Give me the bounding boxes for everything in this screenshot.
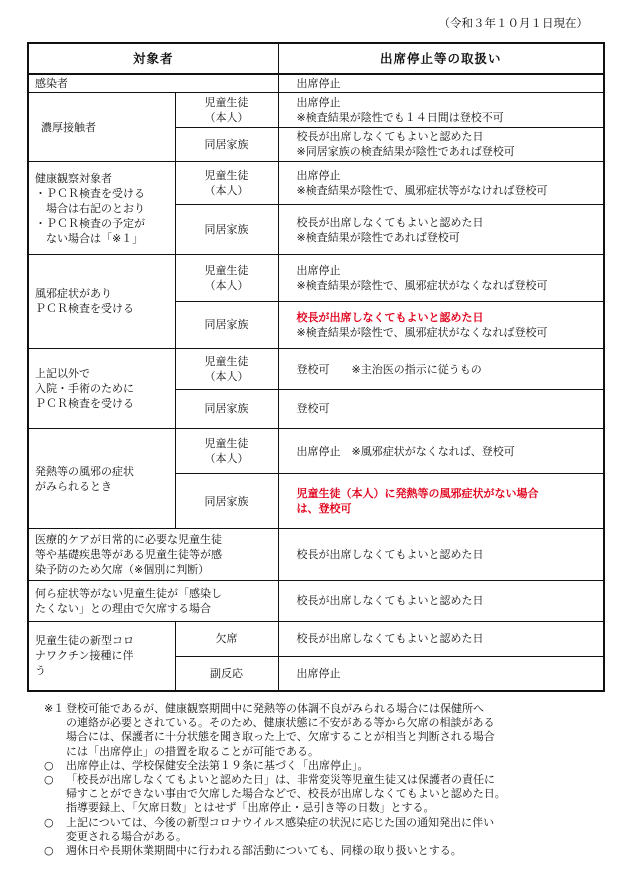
who-student: 児童生徒 （本人）: [175, 428, 278, 473]
table-row: [28, 621, 604, 656]
handling-health-observation-student: 出席停止 ※検査結果が陰性で、風邪症状等がなければ登校可: [278, 162, 604, 205]
highlight-text: 校長が出席しなくてもよいと認めた日: [296, 310, 484, 324]
table-row: [28, 349, 604, 390]
who-side-effect: 副反応: [175, 656, 278, 691]
handling-close-contact-student: 出席停止 ※検査結果が陰性でも１４日間は登校不可: [278, 92, 604, 127]
who-student: 児童生徒 （本人）: [175, 349, 278, 390]
note-mark: ○: [44, 773, 54, 787]
note-item: ○ 上記については、今後の新型コロナウイルス感染症の状況に応じた国の通知発出に伴い 変更される場合がある。: [44, 815, 495, 843]
highlight-text: は、登校可: [296, 502, 352, 516]
note-mark: ○: [44, 758, 54, 772]
header-row: [28, 43, 604, 74]
highlight-text: 児童生徒（本人）に発熱等の風邪症状がない場合: [296, 487, 539, 501]
who-family: 同居家族: [175, 301, 278, 348]
table-row: [28, 428, 604, 473]
target-other-pcr: 上記以外で 入院・手術のために ＰＣＲ検査を受ける: [28, 349, 175, 429]
who-absence: 欠席: [175, 621, 278, 656]
handling-fever-student: 出席停止 ※風邪症状がなくなれば、登校可: [278, 428, 604, 473]
table-row: [28, 92, 604, 127]
table-row: [28, 580, 604, 621]
who-student: 児童生徒 （本人）: [175, 254, 278, 301]
note-item: ○ 「校長が出席しなくてもよいと認めた日」は、非常変災等児童生徒又は保護者の責任に 帰すことができない事由で欠席した場合などで、校長が出席しなくてもよいと認めた日。 指導要録上、「欠席日数」とはせず「出席停止・忌引き等の日数」とする。: [44, 773, 506, 815]
note-item: ○ 週休日や長期休業期間中に行われる部活動についても、同様の取り扱いとする。: [44, 844, 462, 858]
who-family: 同居家族: [175, 474, 278, 529]
note-mark: ○: [44, 844, 54, 858]
handling-cold-symptoms-family: 校長が出席しなくてもよいと認めた日 ※検査結果が陰性で、風邪症状がなくなれば登校可: [278, 301, 604, 348]
handling-vaccination-absence: 校長が出席しなくてもよいと認めた日: [278, 621, 604, 656]
who-family: 同居家族: [175, 205, 278, 254]
who-student: 児童生徒 （本人）: [175, 92, 278, 127]
handling-medical-care: 校長が出席しなくてもよいと認めた日: [278, 529, 604, 580]
handling-cold-symptoms-student: 出席停止 ※検査結果が陰性で、風邪症状がなくなれば登校可: [278, 254, 604, 301]
as-of-date: （令和３年１０月１日現在）: [438, 16, 588, 30]
target-close-contact: 濃厚接触者: [28, 92, 175, 162]
table-row: [28, 529, 604, 580]
handling-fever-family: [278, 474, 604, 529]
table-row: [28, 74, 604, 92]
who-family: 同居家族: [175, 390, 278, 429]
table-row: [28, 162, 604, 205]
handling-no-symptoms: 校長が出席しなくてもよいと認めた日: [278, 580, 604, 621]
note-item: ○ 出席停止は、学校保健安全法第１９条に基づく「出席停止」。: [44, 758, 369, 772]
note-mark: ※１: [44, 702, 65, 715]
target-vaccination: 児童生徒の新型コロ ナワクチン接種に伴 う: [28, 621, 175, 691]
handling-vaccination-side-effect: 出席停止: [278, 656, 604, 691]
handling-close-contact-family: 校長が出席しなくてもよいと認めた日 ※同居家族の検査結果が陰性であれば登校可: [278, 127, 604, 162]
target-medical-care: 医療的ケアが日常的に必要な児童生徒 等や基礎疾患等がある児童生徒等が感 染予防のため欠席（※個別に判断）: [28, 529, 278, 580]
handling-other-pcr-family: 登校可: [278, 390, 604, 429]
target-no-symptoms: 何ら症状等がない児童生徒が「感染し たくない」との理由で欠席する場合: [28, 580, 278, 621]
handling-other-pcr-student: 登校可 ※主治医の指示に従うもの: [278, 349, 604, 390]
table-row: [28, 254, 604, 301]
target-infected: 感染者: [28, 74, 278, 92]
note-mark: ○: [44, 815, 54, 829]
header-target: 対象者: [28, 43, 278, 74]
header-handling: 出席停止等の取扱い: [278, 43, 604, 74]
handling-infected: 出席停止: [278, 74, 604, 92]
target-fever: 発熱等の風邪の症状 がみられるとき: [28, 428, 175, 528]
who-student: 児童生徒 （本人）: [175, 162, 278, 205]
handling-health-observation-family: 校長が出席しなくてもよいと認めた日 ※検査結果が陰性であれば登校可: [278, 205, 604, 254]
attendance-table: [27, 42, 605, 692]
target-health-observation: 健康観察対象者 ・ＰＣＲ検査を受ける 場合は右記のとおり ・ＰＣＲ検査の予定が ない場合は「※１」: [28, 162, 175, 254]
notes: [44, 702, 604, 858]
target-cold-symptoms: 風邪症状があり ＰＣＲ検査を受ける: [28, 254, 175, 348]
note-item: ※１ 登校可能であるが、健康観察期間中に発熱等の体調不良がみられる場合には保健所へ の連絡が必要とされている。そのため、健康状態に不安がある等から欠席の相談がある 場合には、保護者に十分状態を聞き取った上で、欠席することが相当と判断される場合 には「出席停止」の措置を取ることが可能である。: [44, 702, 495, 758]
who-family: 同居家族: [175, 127, 278, 162]
